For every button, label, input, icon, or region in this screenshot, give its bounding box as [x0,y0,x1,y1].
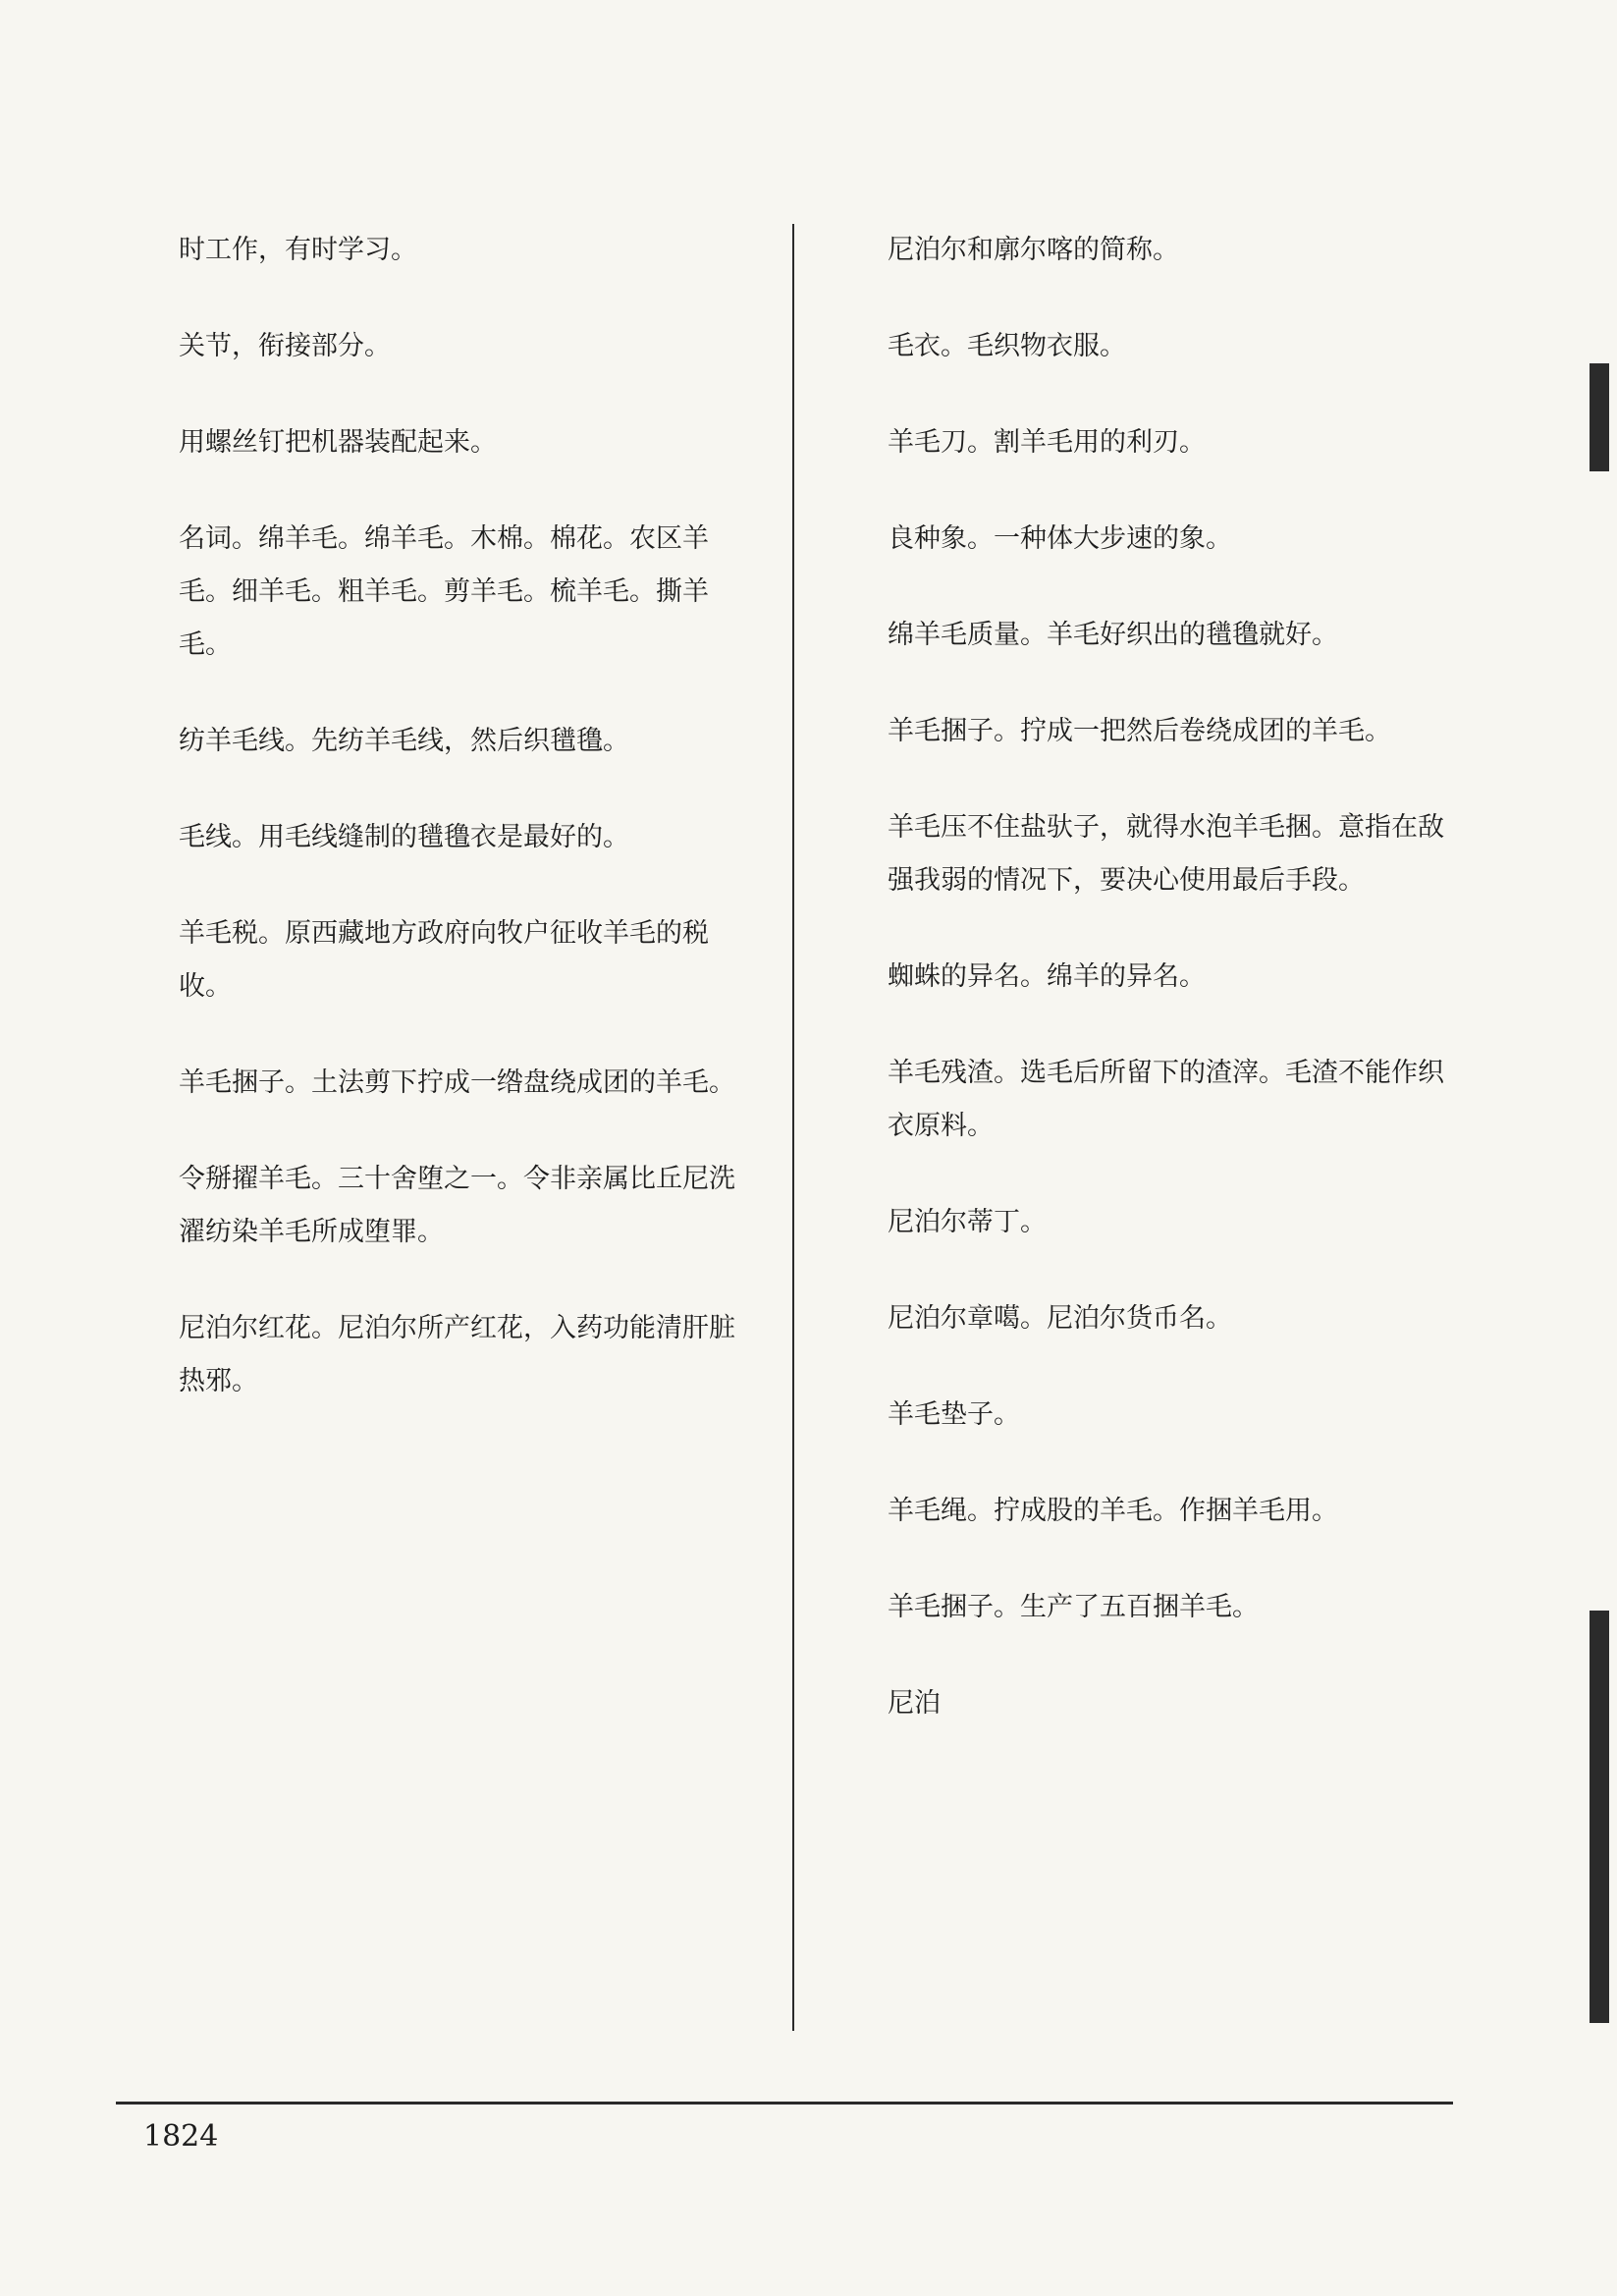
entry-gloss [116,224,744,277]
entry-gloss [116,320,744,373]
gloss-text: 尼泊尔蒂丁。 [888,1207,1047,1237]
gloss-text: 良种象。一种体大步速的象。 [888,523,1232,554]
entry-gloss [116,715,744,768]
gloss-text: 尼泊 [888,1688,941,1719]
gloss-text: 尼泊尔红花。尼泊尔所产红花，入药功能清肝脏热邪。 [179,1313,735,1396]
gloss-text: 毛衣。毛织物衣服。 [888,331,1126,361]
gloss-text: 关节，衔接部分。 [179,331,391,361]
entry-gloss [825,951,1453,1004]
entry-gloss [825,416,1453,469]
gloss-text: 名词。绵羊毛。绵羊毛。木棉。棉花。农区羊毛。细羊毛。粗羊毛。剪羊毛。梳羊毛。撕羊毛。 [179,523,709,660]
gloss-text: 蜘蛛的异名。绵羊的异名。 [888,961,1206,992]
entry-gloss [825,609,1453,662]
gloss-text: 令掰擢羊毛。三十舍堕之一。令非亲属比丘尼洗濯纺染羊毛所成堕罪。 [179,1164,735,1247]
entry-gloss [116,416,744,469]
entry-gloss [825,1196,1453,1249]
right-column [825,224,1453,1774]
entry-gloss [116,1302,744,1408]
entry-gloss [825,320,1453,373]
entry-gloss [825,1292,1453,1345]
footer-rule [116,2102,1453,2105]
gloss-text: 羊毛捆子。土法剪下拧成一绺盘绕成团的羊毛。 [179,1067,735,1098]
left-column [116,224,744,1451]
gloss-text: 羊毛绳。拧成股的羊毛。作捆羊毛用。 [888,1496,1338,1526]
entry-gloss [116,1153,744,1259]
gloss-text: 羊毛税。原西藏地方政府向牧户征收羊毛的税收。 [179,918,709,1002]
gloss-text: 时工作，有时学习。 [179,235,417,265]
entry-gloss [116,811,744,864]
gloss-text: 羊毛刀。割羊毛用的利刃。 [888,427,1206,458]
entry-gloss [825,224,1453,277]
gloss-text: 尼泊尔章噶。尼泊尔货币名。 [888,1303,1232,1334]
entry-gloss [825,1677,1453,1730]
entry-gloss [825,1485,1453,1538]
gloss-text: 纺羊毛线。先纺羊毛线，然后织氆氇。 [179,726,629,756]
column-divider [792,224,794,2031]
entry-gloss [116,907,744,1013]
entry-gloss [116,1057,744,1110]
gloss-text: 羊毛捆子。生产了五百捆羊毛。 [888,1592,1259,1622]
gloss-text: 绵羊毛质量。羊毛好织出的氆氇就好。 [888,620,1338,650]
entry-gloss [825,801,1453,907]
page-number: 1824 [143,2119,219,2154]
gloss-text: 羊毛垫子。 [888,1399,1020,1430]
gloss-text: 羊毛捆子。拧成一把然后卷绕成团的羊毛。 [888,716,1391,746]
entry-gloss [116,513,744,672]
gloss-text: 羊毛压不住盐驮子，就得水泡羊毛捆。意指在敌强我弱的情况下，要决心使用最后手段。 [888,812,1444,896]
gloss-text: 用螺丝钉把机器装配起来。 [179,427,497,458]
entry-gloss [825,513,1453,566]
entry-gloss [825,705,1453,758]
entry-gloss [825,1389,1453,1442]
scan-edge-mark [1590,1611,1609,2023]
scan-edge-mark [1590,363,1609,471]
gloss-text: 尼泊尔和廓尔喀的简称。 [888,235,1179,265]
gloss-text: 羊毛残渣。选毛后所留下的渣滓。毛渣不能作织衣原料。 [888,1058,1444,1141]
gloss-text: 毛线。用毛线缝制的氆氇衣是最好的。 [179,822,629,852]
entry-gloss [825,1047,1453,1153]
entry-gloss [825,1581,1453,1634]
